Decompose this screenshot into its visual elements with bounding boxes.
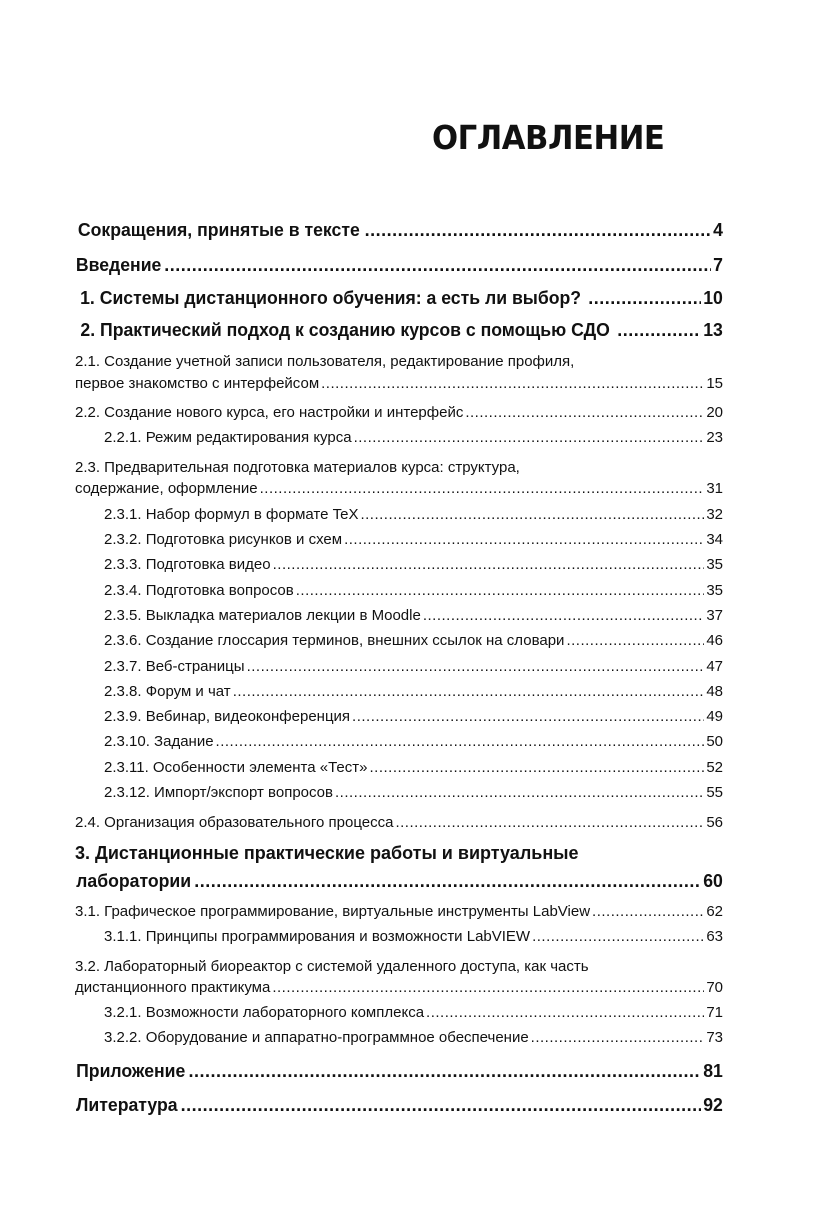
dot-leader	[531, 1029, 705, 1046]
toc-entry[interactable]	[104, 632, 723, 649]
dot-leader	[566, 632, 704, 649]
toc-entry[interactable]	[75, 480, 723, 497]
dot-leader	[426, 1004, 704, 1021]
toc-entry[interactable]	[104, 1029, 723, 1046]
toc-entry[interactable]	[104, 1004, 723, 1021]
toc-entry[interactable]	[104, 556, 723, 573]
toc-entry-page: 62	[706, 903, 723, 920]
toc-entry-title: лаборатории	[76, 871, 192, 891]
toc-entry-page: 35	[706, 582, 723, 599]
dot-leader	[272, 979, 704, 996]
toc-entry-title: Сокращения, принятые в тексте	[77, 220, 360, 240]
toc-entry-title: 2.3.10. Задание	[104, 733, 214, 750]
toc-entry-title: Введение	[75, 255, 162, 275]
toc-entry-title: 2.4. Организация образовательного процесса	[75, 814, 394, 831]
toc-entry-title: дистанционного практикума	[75, 979, 271, 996]
toc-entry-page: 31	[706, 480, 723, 497]
toc-entry[interactable]	[104, 683, 723, 700]
toc-entry[interactable]	[104, 506, 723, 523]
dot-leader	[194, 871, 701, 892]
toc-entry-page: 56	[706, 814, 723, 831]
toc-entry-title: содержание, оформление	[75, 480, 258, 497]
dot-leader	[354, 429, 705, 446]
toc-entry-title: 2.2. Создание нового курса, его настройки и интерфейс	[75, 404, 464, 421]
toc-entry-title: 2.2.1. Режим редактирования курса	[104, 429, 352, 446]
dot-leader	[532, 928, 704, 945]
toc-entry-title: 2. Практический подход к созданию курсов с помощью СДО	[80, 320, 610, 340]
toc-entry-title: 3.2.2. Оборудование и аппаратно-программное обеспечение	[104, 1029, 529, 1046]
dot-leader	[369, 759, 704, 776]
toc-entry-title: 3.1. Графическое программирование, виртуальные инструменты LabView	[75, 903, 591, 920]
toc-entry-title: 2.3.1. Набор формул в формате TeX	[104, 506, 359, 523]
toc-entry-title-line1: 3. Дистанционные практические работы и виртуальные	[75, 843, 579, 863]
dot-leader	[233, 683, 705, 700]
dot-leader	[164, 255, 711, 276]
toc-entry-page: 15	[706, 375, 723, 392]
toc-entry[interactable]	[75, 320, 723, 341]
dot-leader	[465, 404, 704, 421]
toc-entry-title: 2.3.9. Вебинар, видеоконференция	[104, 708, 351, 725]
toc-entry-page: 52	[706, 759, 723, 776]
toc-entry-page: 13	[703, 320, 723, 340]
toc-entry-title-line1: 2.1. Создание учетной записи пользователя, редактирование профиля,	[75, 353, 575, 370]
dot-leader	[181, 1095, 701, 1116]
toc-entry[interactable]	[75, 404, 723, 421]
toc-entry-title: 3.2.1. Возможности лабораторного комплекса	[104, 1004, 425, 1021]
toc-entry-page: 49	[706, 708, 723, 725]
toc-entry[interactable]	[104, 784, 723, 801]
dot-leader	[321, 375, 704, 392]
toc-entry-title: 2.3.11. Особенности элемента «Тест»	[104, 759, 368, 776]
toc-entry-page: 60	[703, 871, 723, 891]
toc-entry-page: 37	[706, 607, 723, 624]
toc-entry-title: 2.3.8. Форум и чат	[104, 683, 231, 700]
toc-entry[interactable]	[75, 375, 723, 392]
toc-entry-page: 55	[706, 784, 723, 801]
toc-entry[interactable]	[104, 582, 723, 599]
toc-entry[interactable]	[104, 928, 723, 945]
toc-entry-title: Приложение	[76, 1061, 186, 1081]
toc-entry[interactable]	[75, 979, 723, 996]
toc-entry-title: Литература	[76, 1095, 178, 1115]
toc-entry-title: 2.3.7. Веб-страницы	[104, 658, 245, 675]
toc-entry-page: 47	[706, 658, 723, 675]
toc-entry-title-line1: 2.3. Предварительная подготовка материалов курса: структура,	[75, 459, 520, 476]
toc-entry-title: 1. Системы дистанционного обучения: а есть ли выбор?	[80, 288, 582, 308]
toc-entry-title: первое знакомство с интерфейсом	[75, 375, 320, 392]
toc-entry[interactable]	[75, 1061, 723, 1082]
page-title: ОГЛАВЛЕНИЕ	[432, 118, 665, 157]
toc-entry-title: 2.3.4. Подготовка вопросов	[104, 582, 294, 599]
toc-entry-page: 46	[706, 632, 723, 649]
dot-leader	[360, 506, 704, 523]
dot-leader	[365, 220, 711, 241]
toc-entry-title: 2.3.6. Создание глоссария терминов, внешних ссылок на словари	[104, 632, 565, 649]
dot-leader	[395, 814, 704, 831]
toc-entry-page: 92	[703, 1095, 723, 1115]
toc-entry-title: 2.3.3. Подготовка видео	[104, 556, 271, 573]
toc-entry-page: 70	[706, 979, 723, 996]
toc-entry[interactable]	[75, 220, 723, 241]
toc-entry-page: 73	[706, 1029, 723, 1046]
toc-entry-page: 34	[706, 531, 723, 548]
toc-entry-page: 35	[706, 556, 723, 573]
toc-entry[interactable]	[75, 1095, 723, 1116]
dot-leader	[273, 556, 705, 573]
dot-leader	[592, 903, 704, 920]
toc-entry-page: 81	[703, 1061, 723, 1081]
toc-entry-page: 63	[706, 928, 723, 945]
toc-entry-page: 32	[706, 506, 723, 523]
toc-entry-page: 10	[703, 288, 723, 308]
toc-entry[interactable]	[75, 255, 723, 276]
toc-entry[interactable]	[75, 903, 723, 920]
toc-entry[interactable]	[104, 658, 723, 675]
toc-entry[interactable]	[104, 531, 723, 548]
toc-entry-title: 2.3.12. Импорт/экспорт вопросов	[104, 784, 333, 801]
dot-leader	[188, 1061, 701, 1082]
toc-entry-title: 2.3.5. Выкладка материалов лекции в Moodle	[104, 607, 421, 624]
toc-entry-page: 20	[706, 404, 723, 421]
toc-entry[interactable]	[75, 814, 723, 831]
dot-leader	[335, 784, 704, 801]
dot-leader	[296, 582, 705, 599]
toc-entry-page: 48	[706, 683, 723, 700]
toc-entry-page: 7	[713, 255, 723, 275]
toc-entry-page: 23	[706, 429, 723, 446]
toc-entry[interactable]	[104, 733, 723, 750]
toc-entry[interactable]	[104, 607, 723, 624]
toc-entry-page: 71	[706, 1004, 723, 1021]
dot-leader	[423, 607, 705, 624]
dot-leader	[344, 531, 704, 548]
toc-entry-title: 3.1.1. Принципы программирования и возможности LabVIEW	[104, 928, 531, 945]
toc-entry-page: 50	[706, 733, 723, 750]
dot-leader	[247, 658, 705, 675]
dot-leader	[216, 733, 705, 750]
toc-entry[interactable]	[104, 708, 723, 725]
toc-entry-title-line1: 3.2. Лабораторный биореактор с системой удаленного доступа, как часть	[75, 958, 589, 975]
toc-entry-page: 4	[713, 220, 723, 240]
toc-entry[interactable]	[75, 871, 723, 892]
toc-entry-title: 2.3.2. Подготовка рисунков и схем	[104, 531, 343, 548]
toc-entry[interactable]	[75, 288, 723, 309]
dot-leader	[352, 708, 704, 725]
dot-leader	[588, 288, 701, 309]
toc-entry[interactable]	[104, 759, 723, 776]
dot-leader	[617, 320, 701, 341]
dot-leader	[260, 480, 705, 497]
toc-entry[interactable]	[104, 429, 723, 446]
